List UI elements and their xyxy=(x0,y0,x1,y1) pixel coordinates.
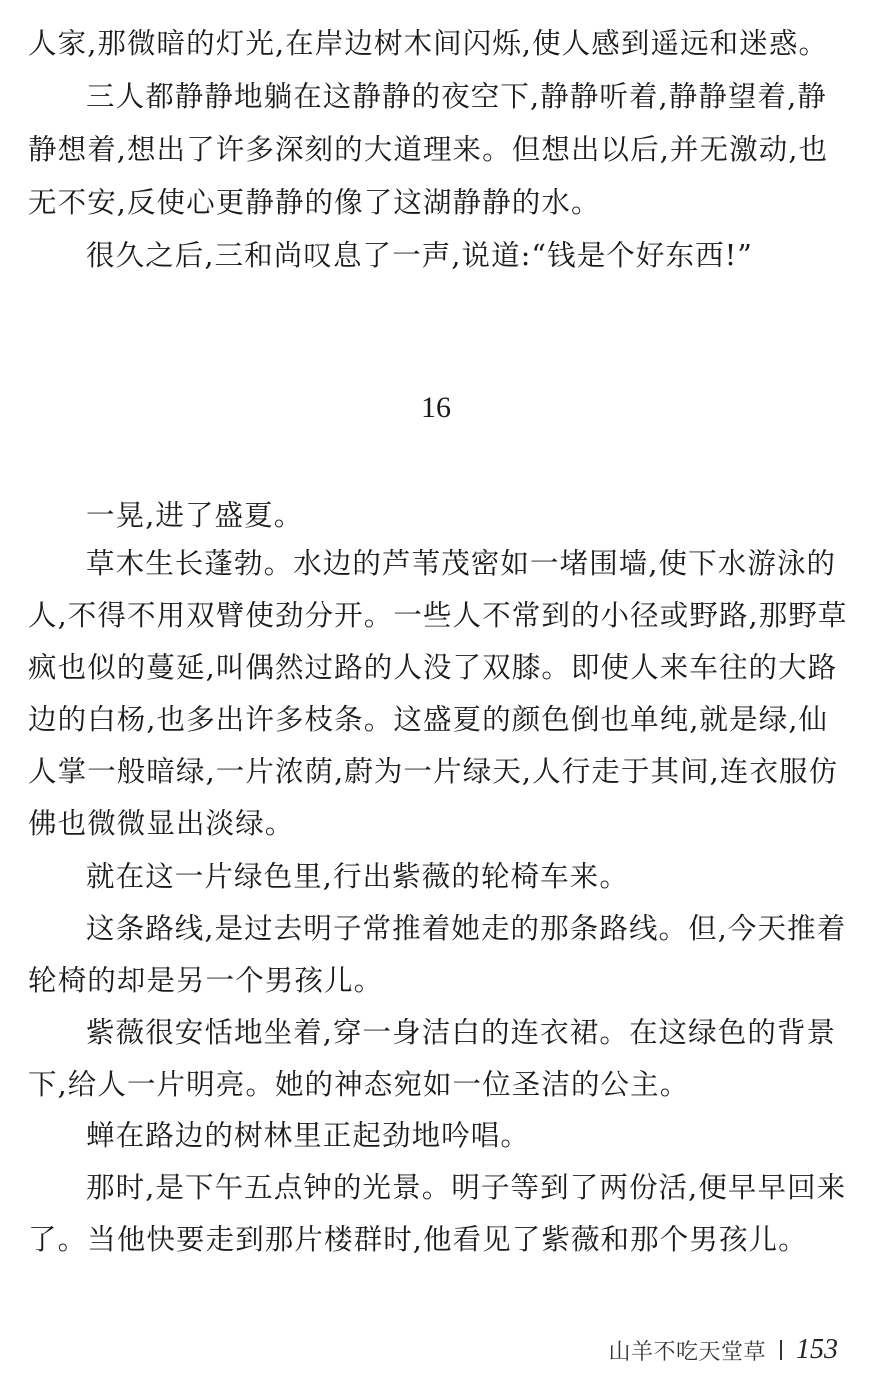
text-line: 蝉在路边的树林里正起劲地吟唱。 xyxy=(86,1119,531,1152)
text-line: 这条路线,是过去明子常推着她走的那条路线。但,今天推着 xyxy=(86,912,847,945)
chapter-number: 16 xyxy=(421,391,451,424)
text-line: 人掌一般暗绿,一片浓荫,蔚为一片绿天,人行走于其间,连衣服仿 xyxy=(28,755,839,788)
text-line: 那时,是下午五点钟的光景。明子等到了两份活,便早早回来 xyxy=(86,1171,847,1204)
text-line: 无不安,反使心更静静的像了这湖静静的水。 xyxy=(28,186,601,219)
text-line: 了。当他快要走到那片楼群时,他看见了紫薇和那个男孩儿。 xyxy=(28,1223,808,1256)
text-line: 三人都静静地躺在这静静的夜空下,静静听着,静静望着,静 xyxy=(86,80,827,113)
text-line: 静想着,想出了许多深刻的大道理来。但想出以后,并无激动,也 xyxy=(28,133,829,166)
text-line: 就在这一片绿色里,行出紫薇的轮椅车来。 xyxy=(86,860,629,893)
text-line: 下,给人一片明亮。她的神态宛如一位圣洁的公主。 xyxy=(28,1068,690,1101)
text-line: 佛也微微显出淡绿。 xyxy=(28,807,295,840)
text-line: 人,不得不用双臂使劲分开。一些人不常到的小径或野路,那野草 xyxy=(28,599,848,632)
text-line: 轮椅的却是另一个男孩儿。 xyxy=(28,964,384,997)
text-line: 人家,那微暗的灯光,在岸边树木间闪烁,使人感到遥远和迷惑。 xyxy=(28,27,829,60)
text-line: 疯也似的蔓延,叫偶然过路的人没了双膝。即使人来车往的大路 xyxy=(28,651,838,684)
page-number: 153 xyxy=(796,1334,838,1365)
page-footer xyxy=(608,1330,838,1370)
book-title: 山羊不吃天堂草 xyxy=(608,1339,766,1365)
text-line: 草木生长蓬勃。水边的芦苇茂密如一堵围墙,使下水游泳的 xyxy=(86,547,837,580)
text-line: 紫薇很安恬地坐着,穿一身洁白的连衣裙。在这绿色的背景 xyxy=(86,1016,837,1049)
text-line: 一晃,进了盛夏。 xyxy=(86,499,304,532)
text-line: 边的白杨,也多出许多枝条。这盛夏的颜色倒也单纯,就是绿,仙 xyxy=(28,703,829,736)
text-line: 很久之后,三和尚叹息了一声,说道:“钱是个好东西!” xyxy=(86,239,753,272)
footer-divider xyxy=(780,1340,782,1360)
